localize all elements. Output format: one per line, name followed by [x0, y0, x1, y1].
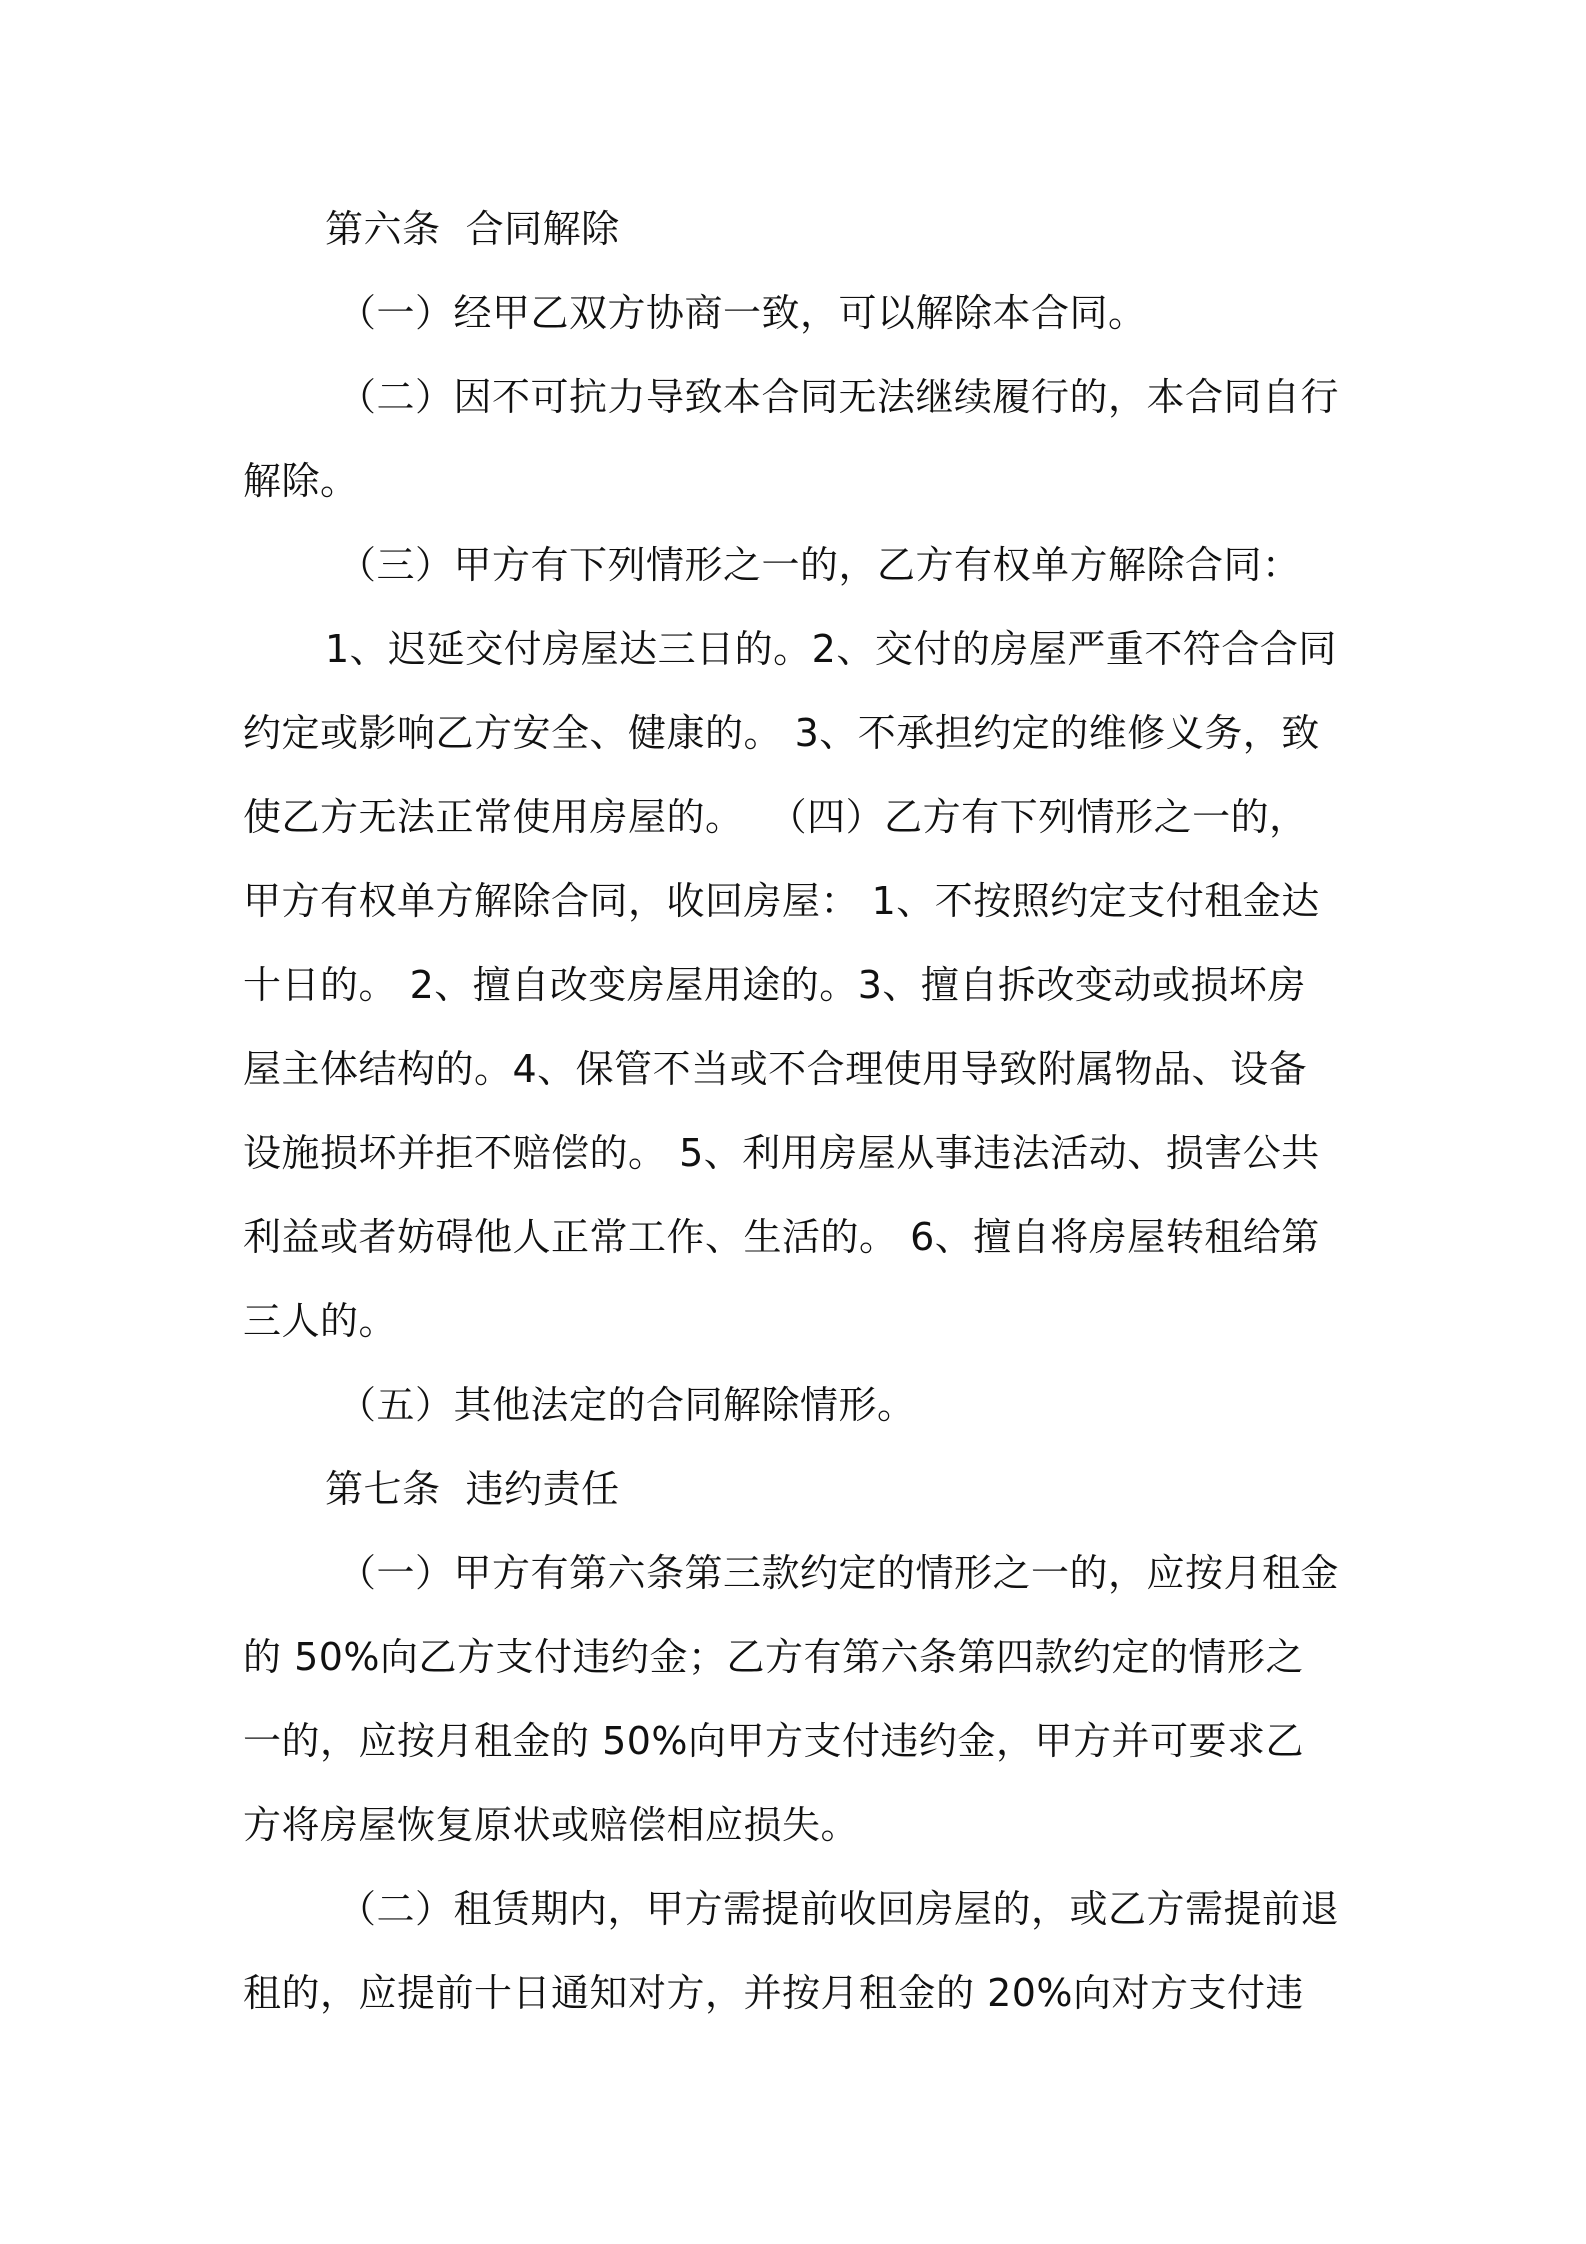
paragraph-line: 甲方有权单方解除合同，收回房屋： 1、不按照约定支付租金达 — [243, 879, 1320, 923]
paragraph-line: 约定或影响乙方安全、健康的。 3、不承担约定的维修义务，致 — [243, 711, 1320, 755]
paragraph-line: 设施损坏并拒不赔偿的。 5、利用房屋从事违法活动、损害公共 — [243, 1131, 1320, 1175]
paragraph-line: （二）租赁期内，甲方需提前收回房屋的，或乙方需提前退 — [338, 1887, 1340, 1931]
paragraph-line: 利益或者妨碍他人正常工作、生活的。 6、擅自将房屋转租给第 — [243, 1215, 1320, 1259]
paragraph-line: 方将房屋恢复原状或赔偿相应损失。 — [243, 1803, 860, 1847]
paragraph-line: （二）因不可抗力导致本合同无法继续履行的，本合同自行 — [338, 375, 1340, 419]
paragraph-line: （五）其他法定的合同解除情形。 — [338, 1383, 916, 1427]
paragraph-line: 租的，应提前十日通知对方，并按月租金的 20%向对方支付违 — [243, 1971, 1305, 2015]
paragraph-line: 解除。 — [243, 459, 359, 503]
section-heading-7: 第七条 违约责任 — [325, 1467, 620, 1511]
paragraph-line: 三人的。 — [243, 1299, 398, 1343]
paragraph-line: 1、迟延交付房屋达三日的。2、交付的房屋严重不符合合同 — [325, 627, 1337, 671]
paragraph-line: 十日的。 2、擅自改变房屋用途的。3、擅自拆改变动或损坏房 — [243, 963, 1306, 1007]
paragraph-line: 使乙方无法正常使用房屋的。 （四）乙方有下列情形之一的， — [243, 795, 1308, 839]
paragraph-line: （一）甲方有第六条第三款约定的情形之一的，应按月租金 — [338, 1551, 1340, 1595]
paragraph-line: （三）甲方有下列情形之一的，乙方有权单方解除合同： — [338, 543, 1301, 587]
paragraph-line: （一）经甲乙双方协商一致，可以解除本合同。 — [338, 291, 1147, 335]
paragraph-line: 的 50%向乙方支付违约金；乙方有第六条第四款约定的情形之 — [243, 1635, 1305, 1679]
paragraph-line: 一的，应按月租金的 50%向甲方支付违约金，甲方并可要求乙 — [243, 1719, 1305, 1763]
section-heading-6: 第六条 合同解除 — [325, 207, 620, 251]
paragraph-line: 屋主体结构的。4、保管不当或不合理使用导致附属物品、设备 — [243, 1047, 1308, 1091]
